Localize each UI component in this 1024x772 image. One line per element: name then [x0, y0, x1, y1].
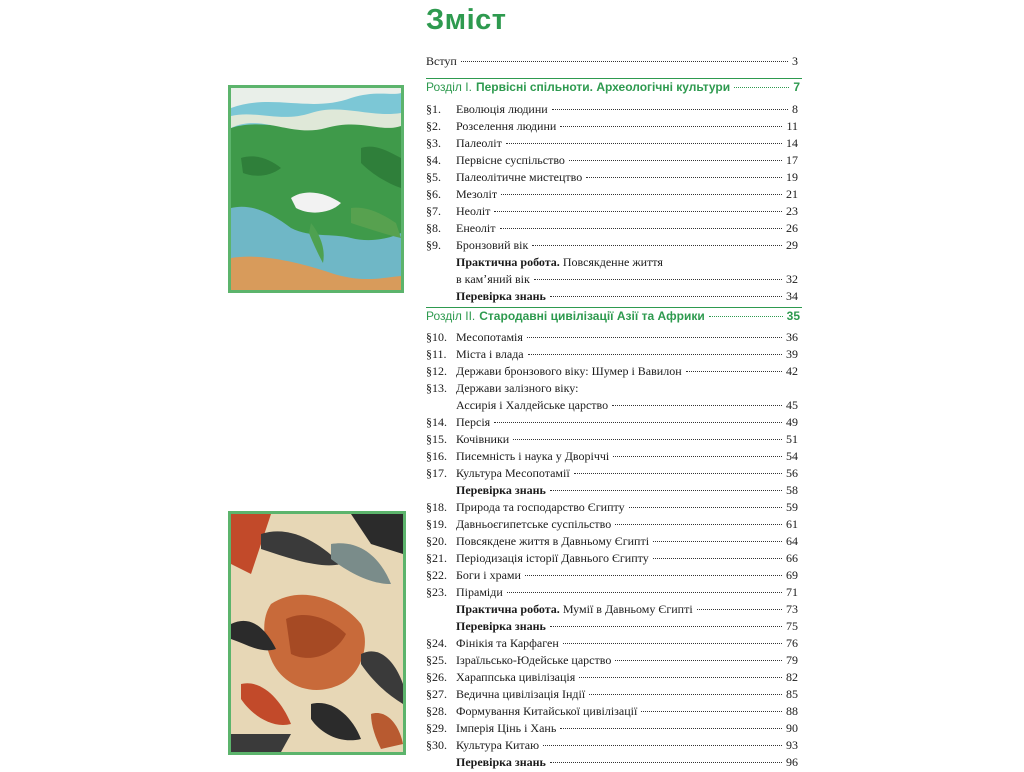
toc-entry-lead: Практична робота.: [456, 602, 560, 616]
toc-entry-title: [456, 534, 649, 549]
toc-entry[interactable]: [426, 653, 798, 670]
toc-entry-number: §15.: [426, 432, 447, 446]
toc-entry-title-text: Природа та господарство Єгипту: [456, 500, 625, 514]
dot-leader: [686, 371, 782, 372]
toc-entry-page: 21: [786, 187, 798, 201]
toc-entry-page: 29: [786, 238, 798, 252]
toc-entry[interactable]: [426, 119, 798, 136]
toc-entry-lead: Практична робота.: [456, 255, 560, 269]
dot-leader: [506, 143, 782, 144]
toc-entry-title: [456, 687, 585, 702]
toc-entry[interactable]: [426, 687, 798, 704]
toc-entry-page: 32: [786, 272, 798, 286]
section-page: 35: [786, 309, 800, 323]
dot-leader: [586, 177, 782, 178]
page-title: Зміст: [426, 4, 507, 36]
dot-leader: [709, 316, 783, 317]
dot-leader: [653, 558, 782, 559]
dot-leader: [569, 160, 782, 161]
toc-entry-title-text: Месопотамія: [456, 330, 523, 344]
toc-entry-title-text: Повсякдене життя в Давньому Єгипті: [456, 534, 650, 548]
toc-entry[interactable]: [426, 704, 798, 721]
dot-leader: [560, 126, 782, 127]
toc-entry-title: [456, 187, 497, 202]
toc-entry-title-text: Культура Месопотамії: [456, 466, 570, 480]
toc-entry-title: [456, 653, 611, 668]
toc-entry-title: [456, 517, 611, 532]
toc-entry-title-text: Еволюція людини: [456, 102, 548, 116]
toc-entry-page: 49: [786, 415, 798, 429]
toc-entry-title-text: Писемність і наука у Дворіччі: [456, 449, 610, 463]
toc-entry-title-line2: в камʼяний вік: [456, 272, 530, 286]
toc-entry[interactable]: [426, 585, 798, 602]
toc-entry-title-text: Розселення людини: [456, 119, 557, 133]
toc-entry[interactable]: [426, 153, 798, 170]
dot-leader: [527, 337, 782, 338]
toc-entry-title-text: Мумії в Давньому Єгипті: [562, 602, 693, 616]
toc-entry-title-text: Хараппська цивілізація: [456, 670, 576, 684]
dot-leader: [612, 405, 782, 406]
toc-entry-title: [456, 136, 502, 151]
toc-entry-title-text: Первісне суспільство: [456, 153, 565, 167]
toc-entry-page: 82: [786, 670, 798, 684]
toc-entry-page: 58: [786, 483, 798, 497]
toc-entry-title-text: Перевірка знань: [456, 755, 546, 769]
toc-list-section-2: [426, 330, 798, 772]
toc-entry-number: §7.: [426, 204, 441, 218]
dot-leader: [494, 211, 782, 212]
toc-entry[interactable]: [426, 551, 798, 568]
toc-entry-title-text: Бронзовий вік: [456, 238, 529, 252]
toc-entry-number: §5.: [426, 170, 441, 184]
dot-leader: [629, 507, 782, 508]
dot-leader: [550, 490, 782, 491]
toc-entry-title: [456, 449, 609, 464]
dot-leader: [525, 575, 782, 576]
toc-entry-page: 51: [786, 432, 798, 446]
toc-entry-page: 79: [786, 653, 798, 667]
toc-entry-title-text: Кочівники: [456, 432, 510, 446]
toc-entry-title-text: Повсякденне життя: [562, 255, 663, 269]
dot-leader: [589, 694, 782, 695]
toc-list-section-1: [426, 102, 798, 306]
toc-entry-page: 42: [786, 364, 798, 378]
toc-entry[interactable]: [426, 255, 798, 272]
dot-leader: [615, 524, 782, 525]
toc-entry-knowledge-check[interactable]: [426, 483, 798, 500]
toc-entry-number: §22.: [426, 568, 447, 582]
toc-entry-page: 54: [786, 449, 798, 463]
toc-entry-knowledge-check[interactable]: [426, 289, 798, 306]
toc-entry-number: §28.: [426, 704, 447, 718]
toc-entry-page: 59: [786, 500, 798, 514]
toc-entry-title: [456, 415, 490, 430]
dot-leader: [563, 643, 782, 644]
dot-leader: [494, 422, 782, 423]
toc-entry-title: [456, 289, 546, 304]
toc-entry-title-text: Мезоліт: [456, 187, 498, 201]
toc-entry-number: §14.: [426, 415, 447, 429]
toc-entry[interactable]: [426, 466, 798, 483]
toc-entry[interactable]: [426, 534, 798, 551]
dot-leader: [697, 609, 782, 610]
toc-entry-page: 8: [792, 102, 798, 116]
toc-entry-knowledge-check[interactable]: [426, 619, 798, 636]
toc-entry-number: §29.: [426, 721, 447, 735]
toc-entry-title: [456, 364, 682, 379]
toc-entry[interactable]: [426, 449, 798, 466]
toc-entry-title-text: Палеолітичне мистецтво: [456, 170, 583, 184]
toc-entry-page: 75: [786, 619, 798, 633]
toc-entry-page: 85: [786, 687, 798, 701]
toc-entry-number: §12.: [426, 364, 447, 378]
toc-entry[interactable]: [426, 670, 798, 687]
toc-entry-page: 66: [786, 551, 798, 565]
toc-entry-number: §25.: [426, 653, 447, 667]
toc-entry-number: §27.: [426, 687, 447, 701]
toc-entry[interactable]: [426, 381, 798, 398]
toc-entry-title-text: Імперія Цінь і Хань: [456, 721, 557, 735]
toc-entry[interactable]: [426, 170, 798, 187]
toc-entry-number: §3.: [426, 136, 441, 150]
toc-entry[interactable]: [426, 517, 798, 534]
toc-entry-page: 17: [786, 153, 798, 167]
dot-leader: [532, 245, 782, 246]
toc-entry-title-text: Фінікія та Карфаген: [456, 636, 559, 650]
toc-entry-number: §26.: [426, 670, 447, 684]
toc-entry-intro[interactable]: [426, 54, 798, 70]
toc-entry-page: 56: [786, 466, 798, 480]
ancient-fresco-image: [228, 511, 406, 755]
toc-entry[interactable]: [426, 415, 798, 432]
toc-entry-title: [456, 466, 570, 481]
toc-entry-title-text: Перевірка знань: [456, 483, 546, 497]
toc-entry-title-line2: Ассирія і Халдейське царство: [456, 398, 609, 412]
section-page: 7: [793, 80, 800, 94]
toc-entry-number: §20.: [426, 534, 447, 548]
toc-entry-page: 96: [786, 755, 798, 769]
section-heading-2[interactable]: [426, 309, 800, 327]
dot-leader: [653, 541, 782, 542]
toc-entry-page: 64: [786, 534, 798, 548]
toc-entry-title: [456, 204, 490, 219]
section-name: Стародавні цивілізації Азії та Африки: [479, 309, 705, 323]
dot-leader: [641, 711, 782, 712]
toc-entry[interactable]: [426, 204, 798, 221]
toc-entry-title: [456, 568, 521, 583]
toc-entry-title: [456, 170, 582, 185]
toc-entry-title: [456, 153, 565, 168]
toc-entry-page: 93: [786, 738, 798, 752]
toc-entry-page: 73: [786, 602, 798, 616]
dot-leader: [461, 61, 788, 62]
toc-entry[interactable]: [426, 330, 798, 347]
toc-entry-title-line1: [456, 381, 578, 396]
toc-entry-title: [456, 670, 575, 685]
toc-entry-title-text: Боги і храми: [456, 568, 521, 582]
dot-leader: [534, 279, 782, 280]
section-heading-1[interactable]: [426, 80, 800, 98]
toc-entry-page: 3: [792, 54, 798, 68]
toc-entry-title: Вступ: [426, 54, 457, 68]
toc-entry[interactable]: [426, 568, 798, 585]
toc-entry-page: 14: [786, 136, 798, 150]
toc-entry-title-text: Формування Китайської цивілізації: [456, 704, 638, 718]
section-name: Первісні спільноти. Археологічні культури: [475, 80, 731, 94]
toc-entry-title-text: Давньоєгипетське суспільство: [456, 517, 612, 531]
toc-entry-number: §1.: [426, 102, 441, 116]
toc-entry-page: 23: [786, 204, 798, 218]
toc-entry-title-text: Ізраїльсько-Юдейське царство: [456, 653, 612, 667]
toc-entry-page: 39: [786, 347, 798, 361]
toc-entry-title-text: Перевірка знань: [456, 619, 546, 633]
toc-entry-title: [456, 738, 539, 753]
toc-entry-number: §4.: [426, 153, 441, 167]
toc-entry[interactable]: [426, 721, 798, 738]
toc-entry-number: §2.: [426, 119, 441, 133]
toc-entry-title-text: Ведична цивілізація Індії: [456, 687, 586, 701]
toc-entry-title: [456, 704, 637, 719]
toc-entry-page: 36: [786, 330, 798, 344]
toc-entry-title-text: Культура Китаю: [456, 738, 540, 752]
toc-entry-title-text: Піраміди: [456, 585, 503, 599]
toc-entry[interactable]: [426, 738, 798, 755]
toc-entry-knowledge-check[interactable]: [426, 755, 798, 772]
toc-entry-page: 90: [786, 721, 798, 735]
toc-entry[interactable]: [426, 602, 798, 619]
toc-entry-title: [456, 483, 546, 498]
toc-entry-title-text: Періодизація історії Давнього Єгипту: [456, 551, 649, 565]
dot-leader: [528, 354, 782, 355]
toc-entry-title: [456, 619, 546, 634]
toc-entry-title: [456, 432, 509, 447]
dot-leader: [550, 626, 782, 627]
toc-entry-title: [456, 551, 649, 566]
toc-entry-page: 19: [786, 170, 798, 184]
toc-entry-title: [456, 636, 559, 651]
toc-entry-page: 11: [786, 119, 798, 133]
toc-entry[interactable]: [426, 347, 798, 364]
dot-leader: [513, 439, 782, 440]
dot-leader: [550, 296, 782, 297]
toc-entry-number: §21.: [426, 551, 447, 565]
toc-entry-number: §16.: [426, 449, 447, 463]
section-divider: [426, 307, 802, 308]
dot-leader: [552, 109, 788, 110]
toc-entry-number: §11.: [426, 347, 447, 361]
toc-entry-continuation[interactable]: [426, 398, 798, 415]
toc-entry-title-text: Персія: [456, 415, 491, 429]
toc-entry-title: [456, 500, 625, 515]
toc-entry-continuation[interactable]: [426, 272, 798, 289]
dot-leader: [615, 660, 782, 661]
dot-leader: [613, 456, 782, 457]
toc-entry-page: 34: [786, 289, 798, 303]
dot-leader: [579, 677, 782, 678]
section-prefix: Розділ І.: [426, 80, 472, 94]
dot-leader: [550, 762, 782, 763]
toc-entry-page: 26: [786, 221, 798, 235]
toc-entry-title: [456, 330, 523, 345]
toc-entry-title: [456, 119, 556, 134]
toc-entry[interactable]: [426, 500, 798, 517]
toc-entry-number: §10.: [426, 330, 447, 344]
toc-entry-title: [456, 602, 693, 617]
dot-leader: [560, 728, 782, 729]
toc-entry-page: 88: [786, 704, 798, 718]
dot-leader: [507, 592, 782, 593]
toc-entry-number: §30.: [426, 738, 447, 752]
toc-entry[interactable]: [426, 221, 798, 238]
europe-relief-map-image: [228, 85, 404, 293]
toc-entry-title: [456, 721, 556, 736]
toc-entry-page: 71: [786, 585, 798, 599]
toc-entry-title-text: Неоліт: [456, 204, 491, 218]
toc-entry-number: §8.: [426, 221, 441, 235]
dot-leader: [574, 473, 782, 474]
toc-entry-title-text: Палеоліт: [456, 136, 502, 150]
toc-entry-page: 45: [786, 398, 798, 412]
toc-entry-title-text: Енеоліт: [456, 221, 496, 235]
toc-entry-title: [456, 102, 548, 117]
toc-entry-title: [456, 238, 528, 253]
toc-entry-page: 76: [786, 636, 798, 650]
toc-entry-number: §6.: [426, 187, 441, 201]
toc-entry-title-line1: [456, 255, 663, 270]
toc-entry[interactable]: [426, 187, 798, 204]
toc-entry-title: [456, 221, 496, 236]
toc-entry-title-text: Держави бронзового віку: Шумер і Вавилон: [456, 364, 682, 378]
toc-entry-title: [456, 347, 524, 362]
section-prefix: Розділ ІІ.: [426, 309, 476, 323]
toc-entry-number: §9.: [426, 238, 441, 252]
toc-entry[interactable]: [426, 364, 798, 381]
toc-entry[interactable]: [426, 136, 798, 153]
toc-entry[interactable]: [426, 432, 798, 449]
toc-entry-number: §17.: [426, 466, 447, 480]
dot-leader: [543, 745, 782, 746]
toc-entry-title-text: Перевірка знань: [456, 289, 546, 303]
toc-entry[interactable]: [426, 238, 798, 255]
toc-entry-title-text: Міста і влада: [456, 347, 524, 361]
section-divider: [426, 78, 802, 79]
toc-entry-number: §23.: [426, 585, 447, 599]
toc-entry[interactable]: [426, 636, 798, 653]
toc-entry-page: 69: [786, 568, 798, 582]
toc-entry-number: §19.: [426, 517, 447, 531]
dot-leader: [501, 194, 782, 195]
toc-entry-number: §18.: [426, 500, 447, 514]
toc-entry-page: 61: [786, 517, 798, 531]
toc-entry-number: §24.: [426, 636, 447, 650]
toc-entry-number: §13.: [426, 381, 447, 395]
toc-entry[interactable]: [426, 102, 798, 119]
toc-entry-title-text: Держави залізного віку:: [456, 381, 579, 395]
dot-leader: [734, 87, 789, 88]
toc-entry-title: [456, 585, 503, 600]
dot-leader: [500, 228, 783, 229]
